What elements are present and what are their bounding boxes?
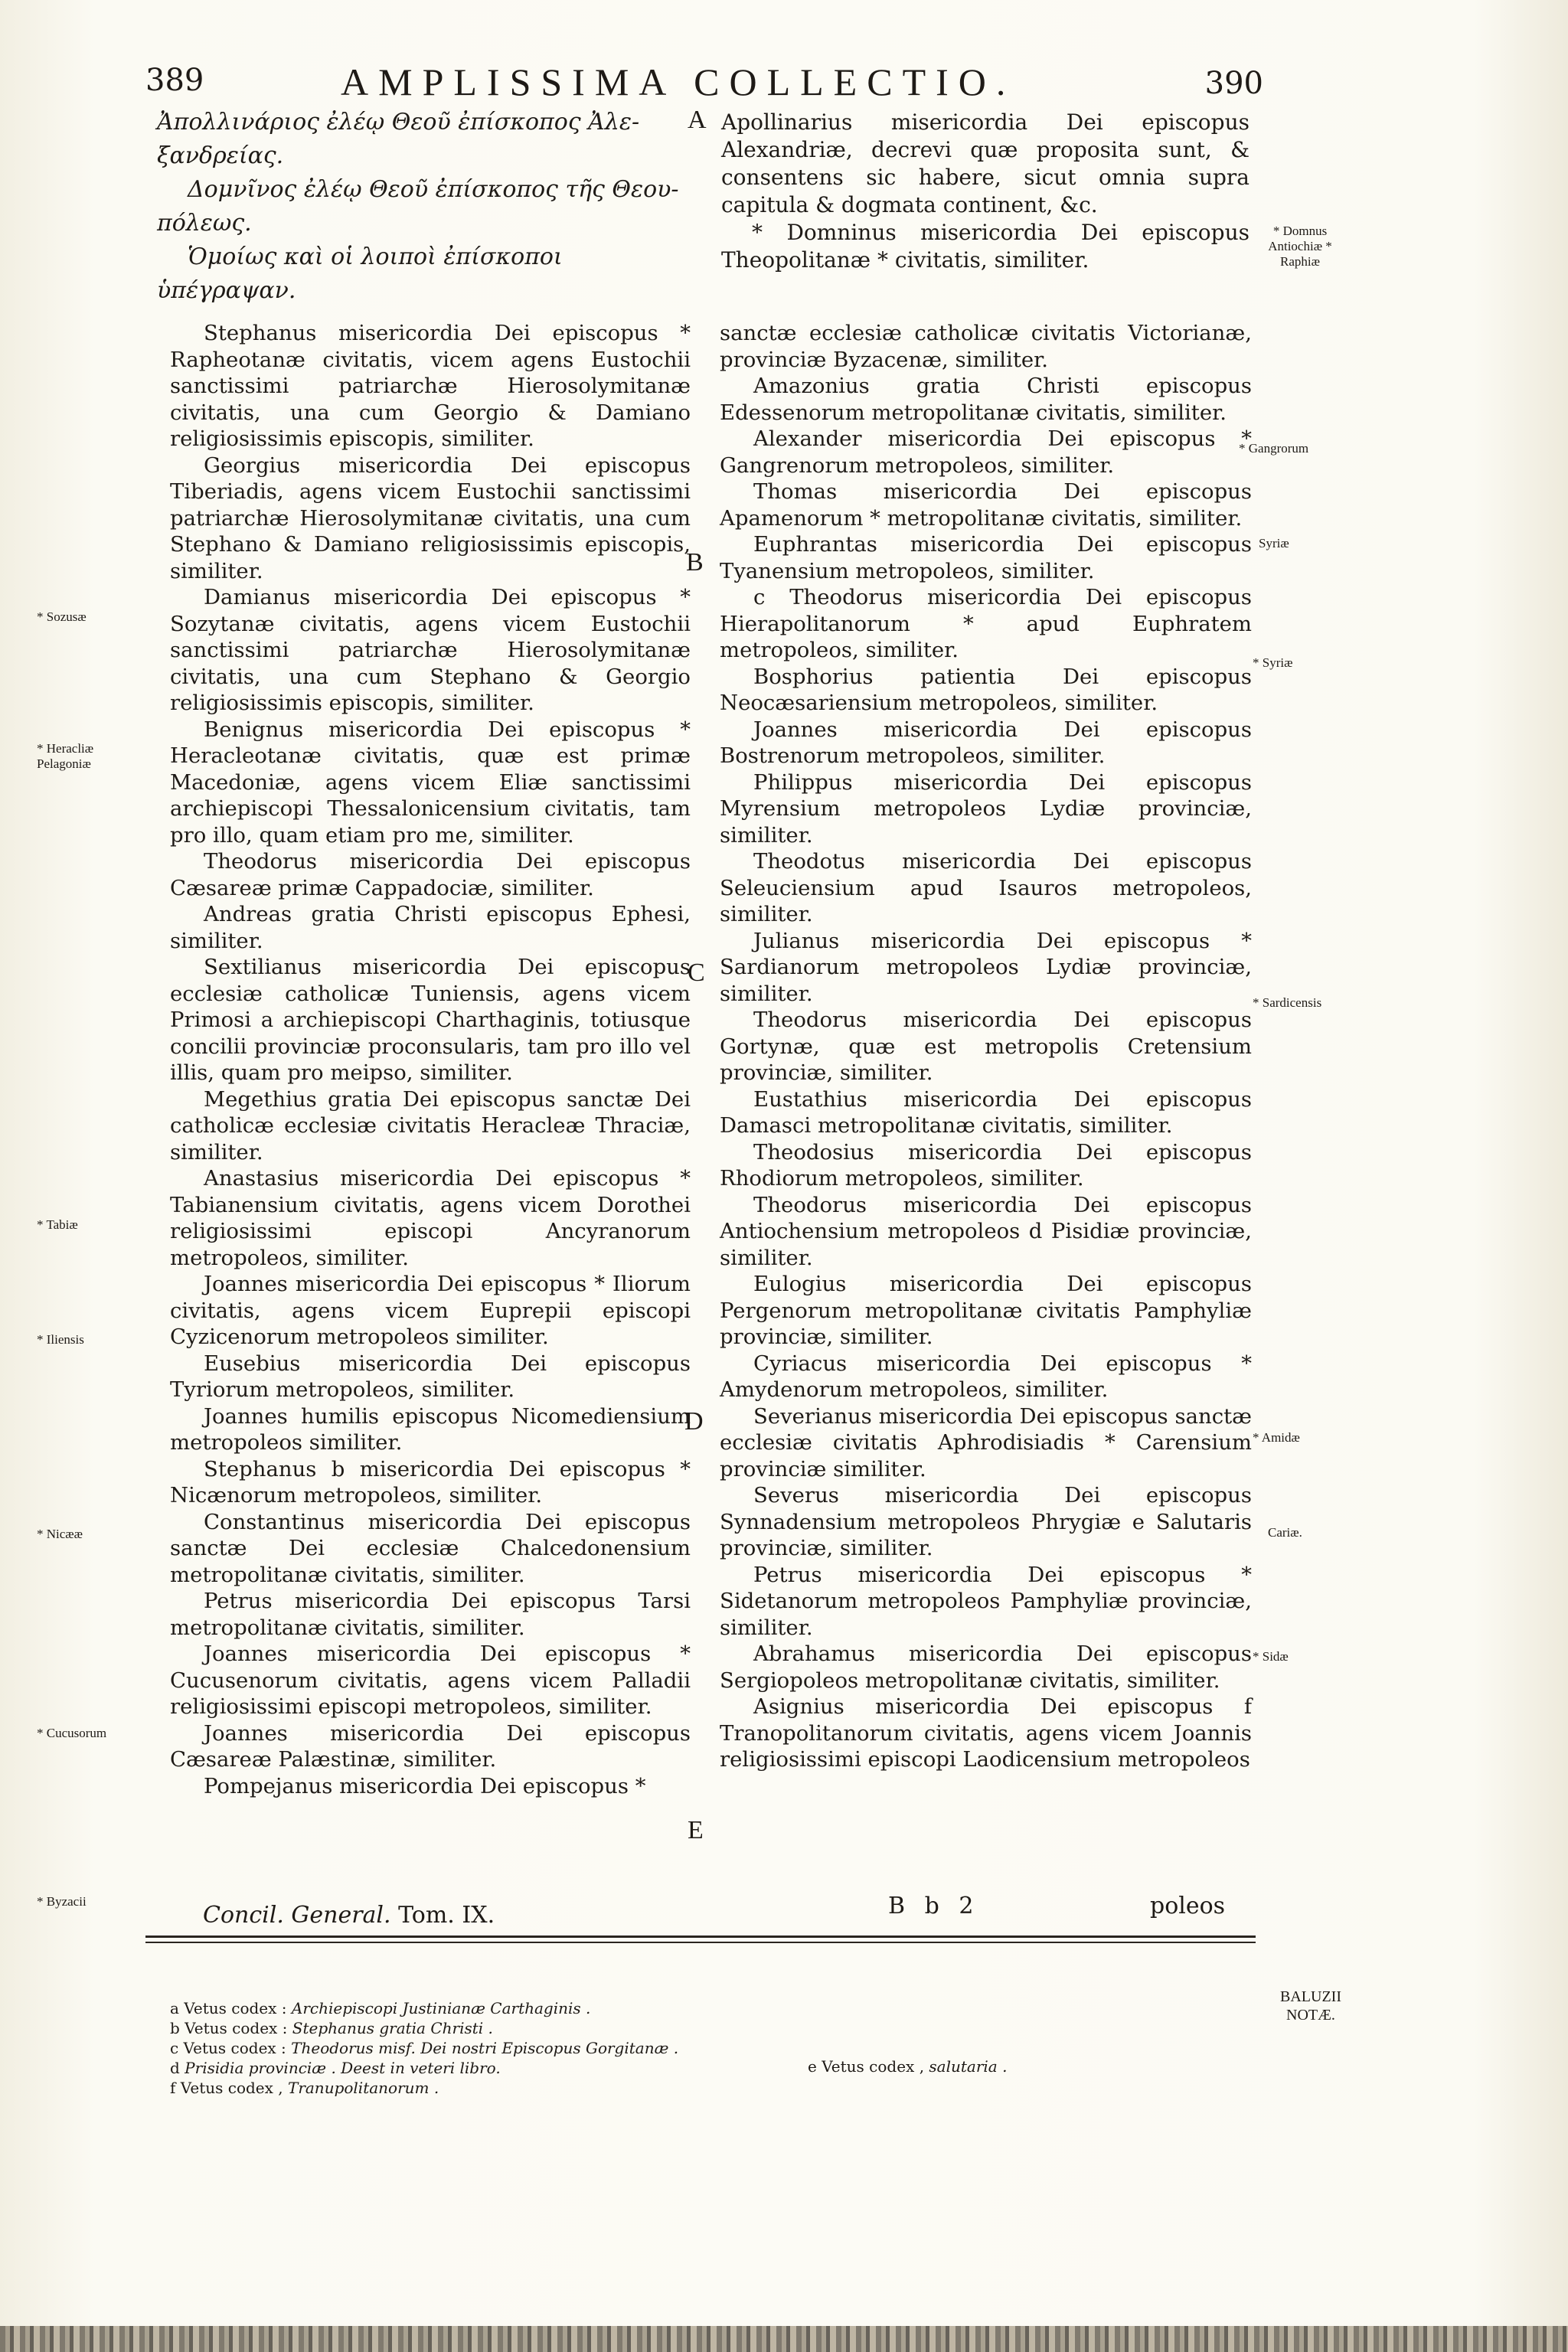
subscription-paragraph: Bosphorius patientia Dei episcopus Neocæsariensium metropoleos, similiter. <box>720 664 1252 715</box>
latin-subscriptions-top <box>721 109 1250 274</box>
margin-note-left: * Nicææ <box>37 1527 83 1541</box>
catchword-italic: Concil. General. <box>203 1902 391 1929</box>
margin-note-right: * Syriæ <box>1253 655 1293 670</box>
notes-heading <box>1265 1988 1357 2024</box>
catchword-right: poleos <box>1150 1893 1226 1919</box>
section-letter-b: B <box>686 548 704 577</box>
margin-note-left: * Tabiæ <box>37 1217 78 1232</box>
margin-note-right: * Amidæ <box>1253 1430 1300 1445</box>
subscription-paragraph: Julianus misericordia Dei episcopus * Sardianorum metropoleos Lydiæ provinciæ, similiter. <box>720 928 1252 1006</box>
footnote <box>170 2018 1089 2038</box>
footnote-label: f Vetus codex , <box>170 2079 283 2097</box>
margin-note-right: * Gangrorum <box>1239 441 1309 456</box>
subscription-paragraph: Joannes misericordia Dei episcopus Bostrenorum metropoleos, similiter. <box>720 717 1252 768</box>
margin-note-right: * Sidæ <box>1253 1649 1289 1664</box>
signature-mark: B b 2 <box>888 1893 980 1919</box>
footnote <box>170 2078 1089 2098</box>
footnote <box>170 2038 1089 2058</box>
footnote-rule <box>145 1936 1256 1938</box>
footnote-label: e Vetus codex , <box>808 2057 925 2076</box>
running-title: AMPLISSIMA COLLECTIO. <box>341 60 1016 103</box>
catchword-volume: Tom. IX. <box>398 1902 495 1929</box>
section-letter-a: A <box>688 106 707 134</box>
margin-note-left: * Byzacii <box>37 1894 87 1909</box>
subscription-paragraph: Georgius misericordia Dei episcopus Tiberiadis, agens vicem Eustochii sanctissimi patriarchæ Hierosolymitanæ civitatis, una cum Stephano & Damiano religiosissimis episcopis, similiter. <box>170 452 691 583</box>
subscription-paragraph: Anastasius misericordia Dei episcopus * Tabianensium civitatis, agens vicem Dorothei religiosissimi episcopi Ancyranorum metropoleos, similiter. <box>170 1166 691 1270</box>
footnote <box>170 1998 1089 2018</box>
latin-paragraph: * Domninus misericordia Dei episcopus Theopolitanæ * civitatis, similiter. <box>721 220 1250 273</box>
page-header <box>145 60 1263 106</box>
footnote-text: Tranupolitanorum . <box>287 2079 439 2097</box>
subscription-paragraph: Alexander misericordia Dei episcopus * Gangrenorum metropoleos, similiter. <box>720 426 1252 478</box>
subscription-paragraph: Constantinus misericordia Dei episcopus sanctæ Dei ecclesiæ Chalcedonensium metropolitanæ civitatis, similiter. <box>170 1509 691 1587</box>
greek-line: Ὁμοίως καὶ οἱ λοιποὶ ἐπίσκοποι ὑπέγραψαν. <box>157 243 563 304</box>
margin-note-right: * Domnus Antiochiæ * Raphiæ <box>1268 224 1332 269</box>
greek-line: Δομνῖνος ἐλέῳ Θεοῦ ἐπίσκοπος τῆς Θεου- <box>188 176 679 203</box>
subscription-paragraph: Damianus misericordia Dei episcopus * Sozytanæ civitatis, agens vicem Eustochii sanctissimi patriarchæ Hierosolymitanæ civitatis, una cum Stephano & Georgio religiosissimis episcopis, similiter. <box>170 585 691 715</box>
subscription-paragraph: Severianus misericordia Dei episcopus sanctæ ecclesiæ civitatis Aphrodisiadis * Carensium provinciæ similiter. <box>720 1403 1252 1481</box>
subscription-paragraph: Joannes misericordia Dei episcopus * Cucusenorum civitatis, agens vicem Palladii religiosissimi episcopi metropoleos, similiter. <box>170 1642 691 1719</box>
subscription-paragraph: Severus misericordia Dei episcopus Synnadensium metropoleos Phrygiæ e Salutaris provinciæ, similiter. <box>720 1483 1252 1560</box>
subscription-paragraph: c Theodorus misericordia Dei episcopus Hierapolitanorum * apud Euphratem metropoleos, similiter. <box>720 585 1252 662</box>
subscription-paragraph: Stephanus misericordia Dei episcopus * Rapheotanæ civitatis, vicem agens Eustochii sanctissimi patriarchæ Hierosolymitanæ civitatis, una cum Georgio & Damiano religiosissimis episcopis, similiter. <box>170 321 691 451</box>
greek-subscriptions <box>157 106 693 308</box>
margin-note-right: Cariæ. <box>1268 1525 1302 1540</box>
footnote-label: a Vetus codex : <box>170 1999 287 2017</box>
right-column <box>720 320 1252 1773</box>
margin-note-left: * Cucusorum <box>37 1726 107 1740</box>
subscription-paragraph: Asignius misericordia Dei episcopus f Tranopolitanorum civitatis, agens vicem Joannis religiosissimi episcopi Laodicensium metropoleos <box>720 1694 1252 1772</box>
subscription-paragraph: Joannes humilis episcopus Nicomediensium metropoleos similiter. <box>170 1403 691 1455</box>
footnote-rule-double <box>145 1942 1256 1943</box>
notes-heading-text: BALUZII NOTÆ. <box>1280 1988 1341 2024</box>
subscription-paragraph: Eustathius misericordia Dei episcopus Damasci metropolitanæ civitatis, similiter. <box>720 1086 1252 1138</box>
subscription-paragraph: Theodotus misericordia Dei episcopus Seleuciensium apud Isauros metropoleos, similiter. <box>720 849 1252 926</box>
left-column <box>170 320 691 1799</box>
subscription-paragraph: Stephanus b misericordia Dei episcopus * Nicænorum metropoleos, similiter. <box>170 1456 691 1508</box>
footnote-e <box>808 2057 1007 2076</box>
section-letter-c: C <box>688 959 705 987</box>
page-number-right: 390 <box>1204 66 1263 101</box>
subscription-paragraph: Philippus misericordia Dei episcopus Myrensium metropoleos Lydiæ provinciæ, similiter. <box>720 769 1252 848</box>
greek-line: ξανδρείας. <box>157 142 284 169</box>
subscription-paragraph: Euphrantas misericordia Dei episcopus Tyanensium metropoleos, similiter. <box>720 532 1252 583</box>
subscription-paragraph: Petrus misericordia Dei episcopus * Sidetanorum metropoleos Pamphyliæ provinciæ, similiter. <box>720 1562 1252 1640</box>
footnote-label: c Vetus codex : <box>170 2039 286 2057</box>
subscription-paragraph: Theodorus misericordia Dei episcopus Cæsareæ primæ Cappadociæ, similiter. <box>170 849 691 900</box>
subscription-paragraph: Theodosius misericordia Dei episcopus Rhodiorum metropoleos, similiter. <box>720 1139 1252 1191</box>
scan-edge-strip <box>0 2326 1568 2352</box>
footnote-text: Archiepiscopi Justinianæ Carthaginis . <box>291 1999 591 2017</box>
section-letter-e: E <box>688 1816 704 1844</box>
subscription-paragraph: Megethius gratia Dei episcopus sanctæ Dei catholicæ ecclesiæ civitatis Heracleæ Thraciæ, similiter. <box>170 1086 691 1165</box>
signature-line-left <box>203 1902 495 1929</box>
subscription-paragraph: Benignus misericordia Dei episcopus * Heracleotanæ civitatis, quæ est primæ Macedoniæ, agens vicem Eliæ sanctissimi archiepiscopi Thessalonicensium civitatis, tam pro illo, quam etiam pro me, similiter. <box>170 717 691 848</box>
margin-note-right: * Sardicensis <box>1253 995 1322 1010</box>
footnote-text: Theodorus misf. Dei nostri Episcopus Gorgitanæ . <box>291 2039 679 2057</box>
margin-note-left: * Sozusæ <box>37 609 87 624</box>
margin-note-right: Syriæ <box>1259 536 1289 550</box>
subscription-paragraph: Theodorus misericordia Dei episcopus Gortynæ, quæ est metropolis Cretensium provinciæ, similiter. <box>720 1008 1252 1085</box>
subscription-paragraph: Joannes misericordia Dei episcopus * Iliorum civitatis, agens vicem Euprepii episcopi Cyzicenorum metropoleos similiter. <box>170 1272 691 1349</box>
greek-line: Ἀπολλινάριος ἐλέῳ Θεοῦ ἐπίσκοπος Ἀλε- <box>157 109 640 136</box>
subscription-paragraph: Amazonius gratia Christi episcopus Edessenorum metropolitanæ civitatis, similiter. <box>720 374 1252 425</box>
subscription-paragraph: Petrus misericordia Dei episcopus Tarsi metropolitanæ civitatis, similiter. <box>170 1589 691 1640</box>
footnotes <box>170 1998 1089 2098</box>
subscription-paragraph: Theodorus misericordia Dei episcopus Antiochensium metropoleos d Pisidiæ provinciæ, similiter. <box>720 1192 1252 1270</box>
footnote-text: Prisidia provinciæ . Deest in veteri libro. <box>185 2059 501 2077</box>
greek-line: πόλεως. <box>157 210 252 237</box>
subscription-paragraph: Thomas misericordia Dei episcopus Apamenorum * metropolitanæ civitatis, similiter. <box>720 479 1252 531</box>
footnote-label: d <box>170 2059 180 2077</box>
footnote-text: Stephanus gratia Christi . <box>292 2019 493 2037</box>
page-number-left: 389 <box>145 63 204 98</box>
subscription-paragraph: Abrahamus misericordia Dei episcopus Sergiopoleos metropolitanæ civitatis, similiter. <box>720 1642 1252 1693</box>
subscription-paragraph: Pompejanus misericordia Dei episcopus * <box>204 1773 646 1798</box>
margin-note-left: * Iliensis <box>37 1332 84 1347</box>
margin-note-left: * Heracliæ Pelagoniæ <box>37 741 94 771</box>
section-letter-d: D <box>684 1407 704 1436</box>
subscription-paragraph: Eusebius misericordia Dei episcopus Tyriorum metropoleos, similiter. <box>170 1351 691 1402</box>
subscription-paragraph: Cyriacus misericordia Dei episcopus * Amydenorum metropoleos, similiter. <box>720 1351 1252 1402</box>
latin-paragraph: Apollinarius misericordia Dei episcopus Alexandriæ, decrevi quæ proposita sunt, & consentens sic habere, sicut omnia supra capitula & dogmata continent, &c. <box>721 109 1250 217</box>
subscription-paragraph: Andreas gratia Christi episcopus Ephesi, similiter. <box>170 902 691 953</box>
subscription-paragraph: sanctæ ecclesiæ catholicæ civitatis Victorianæ, provinciæ Byzacenæ, similiter. <box>720 321 1252 372</box>
footnote-label: b Vetus codex : <box>170 2019 288 2037</box>
footnote-text: salutaria . <box>929 2057 1008 2076</box>
subscription-paragraph: Sextilianus misericordia Dei episcopus ecclesiæ catholicæ Tuniensis, agens vicem Primosi a archiepiscopi Charthaginis, totiusque concilii provinciæ proconsularis, tam pro illo vel illis, quam pro meipso, similiter. <box>170 955 691 1085</box>
subscription-paragraph: Joannes misericordia Dei episcopus Cæsareæ Palæstinæ, similiter. <box>170 1720 691 1772</box>
subscription-paragraph: Eulogius misericordia Dei episcopus Pergenorum metropolitanæ civitatis Pamphyliæ provinciæ, similiter. <box>720 1272 1252 1349</box>
